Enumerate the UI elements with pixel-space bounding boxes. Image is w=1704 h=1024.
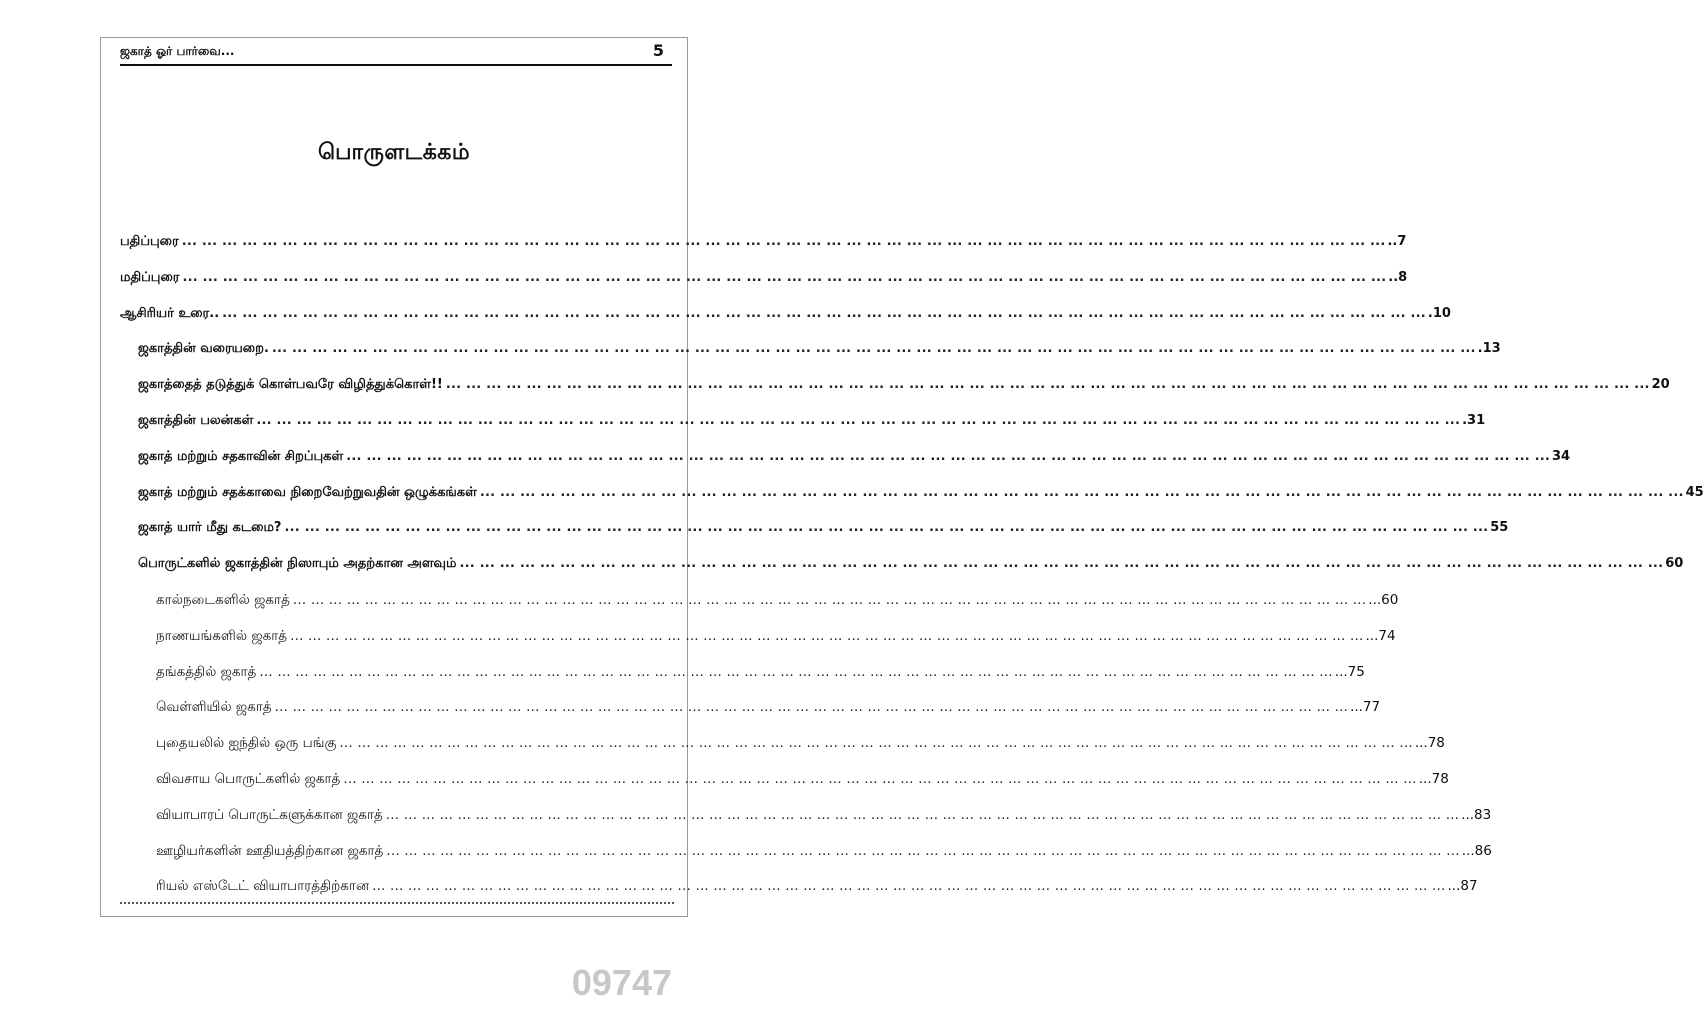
toc-entry-title: புதையலில் ஐந்தில் ஒரு பங்கு — [156, 735, 337, 751]
toc-entry-page: 34 — [1552, 449, 1571, 464]
toc-heading: பொருளடக்கம் — [317, 140, 471, 165]
toc-entry-title: விவசாய பொருட்களில் ஜகாத் — [156, 771, 341, 787]
toc-entry-page: ...77 — [1350, 699, 1381, 715]
toc-entry-leader-dots: ... ... ... ... ... ... ... ... ... ... ... ... ... ... ... ... ... ... ... ... ... ... ... ... ... ... ... ... ... ... ... ... ... ... ... ... ... ... ... ... ... ... ... ... ... ... ... ... ... ... ... ... ... ... ... ... ... ... ... ... — [290, 628, 1364, 644]
toc-entry-leader-dots: ... ... ... ... ... ... ... ... ... ... ... ... ... ... ... ... ... ... ... ... ... ... ... ... ... ... ... ... ... ... ... ... ... ... ... ... ... ... ... ... ... ... ... ... ... ... ... ... ... ... ... ... ... ... ... ... ... ... ... ... — [346, 449, 1550, 464]
toc-entry-title: ஜகாத் மற்றும் சதகாவின் சிறப்புகள் — [138, 449, 344, 464]
toc-entry-title: மதிப்புரை — [120, 270, 180, 285]
toc-entry-page: .10 — [1427, 306, 1451, 321]
toc-entry — [156, 664, 1365, 686]
toc-entry-title: ஜகாத்தைத் தடுத்துக் கொள்பவரே விழித்துக்கொள்!! — [138, 377, 443, 392]
toc-entry-title: நாணயங்களில் ஜகாத் — [156, 628, 288, 644]
toc-entry-page: ...75 — [1334, 664, 1365, 680]
toc-entry-leader-dots: ... ... ... ... ... ... ... ... ... ... ... ... ... ... ... ... ... ... ... ... ... ... ... ... ... ... ... ... ... ... ... ... ... ... ... ... ... ... ... ... ... ... ... ... ... ... ... ... ... ... ... ... ... ... ... ... ... ... ... ... — [271, 341, 1476, 356]
toc-entry — [138, 485, 1704, 507]
scan-code: 09747 — [571, 962, 672, 1003]
toc-entry-page: 20 — [1651, 377, 1670, 392]
toc-entry-leader-dots: ... ... ... ... ... ... ... ... ... ... ... ... ... ... ... ... ... ... ... ... ... ... ... ... ... ... ... ... ... ... ... ... ... ... ... ... ... ... ... ... ... ... ... ... ... ... ... ... ... ... ... ... ... ... ... ... ... ... ... ... — [292, 592, 1367, 608]
toc-entry-leader-dots: ... ... ... ... ... ... ... ... ... ... ... ... ... ... ... ... ... ... ... ... ... ... ... ... ... ... ... ... ... ... ... ... ... ... ... ... ... ... ... ... ... ... ... ... ... ... ... ... ... ... ... ... ... ... ... ... ... ... ... ... — [256, 413, 1461, 428]
toc-entry-title: ஜகாத்தின் பலன்கள் — [138, 413, 254, 428]
toc-entry-page: ...60 — [1368, 592, 1399, 608]
running-title: ஜகாத் ஓர் பார்வை... — [120, 44, 235, 58]
toc-entry — [138, 341, 1501, 363]
toc-entry — [138, 413, 1486, 435]
toc-entry-page: ..7 — [1387, 234, 1407, 249]
page-number: 5 — [652, 41, 664, 60]
toc-entry — [120, 234, 1407, 256]
footer-dotted-rule — [120, 902, 674, 904]
toc-entry-leader-dots: ... ... ... ... ... ... ... ... ... ... ... ... ... ... ... ... ... ... ... ... ... ... ... ... ... ... ... ... ... ... ... ... ... ... ... ... ... ... ... ... ... ... ... ... ... ... ... ... ... ... ... ... ... ... ... ... ... ... ... ... — [259, 664, 1333, 680]
toc-entry-leader-dots: ... ... ... ... ... ... ... ... ... ... ... ... ... ... ... ... ... ... ... ... ... ... ... ... ... ... ... ... ... ... ... ... ... ... ... ... ... ... ... ... ... ... ... ... ... ... ... ... ... ... ... ... ... ... ... ... ... ... ... ... — [181, 234, 1386, 249]
toc-entry-leader-dots: ... ... ... ... ... ... ... ... ... ... ... ... ... ... ... ... ... ... ... ... ... ... ... ... ... ... ... ... ... ... ... ... ... ... ... ... ... ... ... ... ... ... ... ... ... ... ... ... ... ... ... ... ... ... ... ... ... ... ... ... — [459, 556, 1664, 571]
toc-entry — [138, 377, 1670, 399]
toc-entry-title: கால்நடைகளில் ஜகாத் — [156, 592, 290, 608]
toc-entry — [156, 771, 1449, 793]
toc-entry — [138, 449, 1571, 471]
toc-entry — [156, 878, 1478, 900]
toc-entry — [138, 556, 1684, 578]
toc-entry — [120, 306, 1451, 328]
toc-entry-leader-dots: ... ... ... ... ... ... ... ... ... ... ... ... ... ... ... ... ... ... ... ... ... ... ... ... ... ... ... ... ... ... ... ... ... ... ... ... ... ... ... ... ... ... ... ... ... ... ... ... ... ... ... ... ... ... ... ... ... ... ... ... — [222, 306, 1426, 321]
toc-entry — [156, 807, 1492, 829]
toc-entry-title: ஆசிரியர் உரை.. — [120, 306, 220, 321]
toc-entry-title: தங்கத்தில் ஜகாத் — [156, 664, 257, 680]
toc-entry-leader-dots: ... ... ... ... ... ... ... ... ... ... ... ... ... ... ... ... ... ... ... ... ... ... ... ... ... ... ... ... ... ... ... ... ... ... ... ... ... ... ... ... ... ... ... ... ... ... ... ... ... ... ... ... ... ... ... ... ... ... ... ... — [343, 771, 1417, 787]
toc-entry-page: ...87 — [1447, 878, 1478, 894]
toc-entry-title: ஜகாத் யார் மீது கடமை? — [138, 520, 282, 535]
toc-entry-title: ரியல் எஸ்டேட் வியாபாரத்திற்கான — [156, 878, 370, 894]
toc-entry — [156, 699, 1381, 721]
toc-entry-title: ஜகாத்தின் வரையறை. — [138, 341, 269, 356]
toc-entry-page: ...74 — [1365, 628, 1396, 644]
toc-entry — [120, 270, 1408, 292]
toc-entry-leader-dots: ... ... ... ... ... ... ... ... ... ... ... ... ... ... ... ... ... ... ... ... ... ... ... ... ... ... ... ... ... ... ... ... ... ... ... ... ... ... ... ... ... ... ... ... ... ... ... ... ... ... ... ... ... ... ... ... ... ... ... ... — [479, 485, 1684, 500]
toc-entry-leader-dots: ... ... ... ... ... ... ... ... ... ... ... ... ... ... ... ... ... ... ... ... ... ... ... ... ... ... ... ... ... ... ... ... ... ... ... ... ... ... ... ... ... ... ... ... ... ... ... ... ... ... ... ... ... ... ... ... ... ... ... ... — [385, 807, 1460, 823]
toc-entry-page: .13 — [1477, 341, 1501, 356]
toc-entry-title: வெள்ளியில் ஜகாத் — [156, 699, 272, 715]
toc-entry — [156, 628, 1396, 650]
toc-entry-page: 60 — [1665, 556, 1684, 571]
toc-entry-page: ...86 — [1461, 843, 1492, 859]
toc-entry — [138, 520, 1509, 542]
toc-entry-leader-dots: ... ... ... ... ... ... ... ... ... ... ... ... ... ... ... ... ... ... ... ... ... ... ... ... ... ... ... ... ... ... ... ... ... ... ... ... ... ... ... ... ... ... ... ... ... ... ... ... ... ... ... ... ... ... ... ... ... ... ... ... — [372, 878, 1446, 894]
toc-entry-leader-dots: ... ... ... ... ... ... ... ... ... ... ... ... ... ... ... ... ... ... ... ... ... ... ... ... ... ... ... ... ... ... ... ... ... ... ... ... ... ... ... ... ... ... ... ... ... ... ... ... ... ... ... ... ... ... ... ... ... ... ... ... — [445, 377, 1650, 392]
toc-entry — [156, 843, 1492, 865]
toc-entry-title: ஜகாத் மற்றும் சதக்காவை நிறைவேற்றுவதின் ஒழுக்கங்கள் — [138, 485, 477, 500]
toc-entry-page: ...78 — [1414, 735, 1445, 751]
toc-entry-title: ஊழியர்களின் ஊதியத்திற்கான ஜகாத் — [156, 843, 384, 859]
toc-entry-leader-dots: ... ... ... ... ... ... ... ... ... ... ... ... ... ... ... ... ... ... ... ... ... ... ... ... ... ... ... ... ... ... ... ... ... ... ... ... ... ... ... ... ... ... ... ... ... ... ... ... ... ... ... ... ... ... ... ... ... ... ... ... — [274, 699, 1349, 715]
toc-entry-title: வியாபாரப் பொருட்களுக்கான ஜகாத் — [156, 807, 383, 823]
toc-entry-leader-dots: ... ... ... ... ... ... ... ... ... ... ... ... ... ... ... ... ... ... ... ... ... ... ... ... ... ... ... ... ... ... ... ... ... ... ... ... ... ... ... ... ... ... ... ... ... ... ... ... ... ... ... ... ... ... ... ... ... ... ... ... — [284, 520, 1489, 535]
toc-entry-page: ...83 — [1461, 807, 1492, 823]
toc-entry — [156, 592, 1399, 614]
toc-entry-leader-dots: ... ... ... ... ... ... ... ... ... ... ... ... ... ... ... ... ... ... ... ... ... ... ... ... ... ... ... ... ... ... ... ... ... ... ... ... ... ... ... ... ... ... ... ... ... ... ... ... ... ... ... ... ... ... ... ... ... ... ... ... — [339, 735, 1413, 751]
toc-entry-page: 55 — [1490, 520, 1509, 535]
toc-entry-page: ..8 — [1388, 270, 1408, 285]
toc-entry-title: பதிப்புரை — [120, 234, 179, 249]
toc-entry-page: .31 — [1462, 413, 1486, 428]
toc-entry-page: 45 — [1685, 485, 1704, 500]
toc-entry-title: பொருட்களில் ஜகாத்தின் நிஸாபும் அதற்கான அளவும் — [138, 556, 457, 571]
toc-entry-leader-dots: ... ... ... ... ... ... ... ... ... ... ... ... ... ... ... ... ... ... ... ... ... ... ... ... ... ... ... ... ... ... ... ... ... ... ... ... ... ... ... ... ... ... ... ... ... ... ... ... ... ... ... ... ... ... ... ... ... ... ... ... — [182, 270, 1387, 285]
toc-entry-leader-dots: ... ... ... ... ... ... ... ... ... ... ... ... ... ... ... ... ... ... ... ... ... ... ... ... ... ... ... ... ... ... ... ... ... ... ... ... ... ... ... ... ... ... ... ... ... ... ... ... ... ... ... ... ... ... ... ... ... ... ... ... — [386, 843, 1460, 859]
toc-entry-page: ...78 — [1418, 771, 1449, 787]
toc-entry — [156, 735, 1445, 757]
